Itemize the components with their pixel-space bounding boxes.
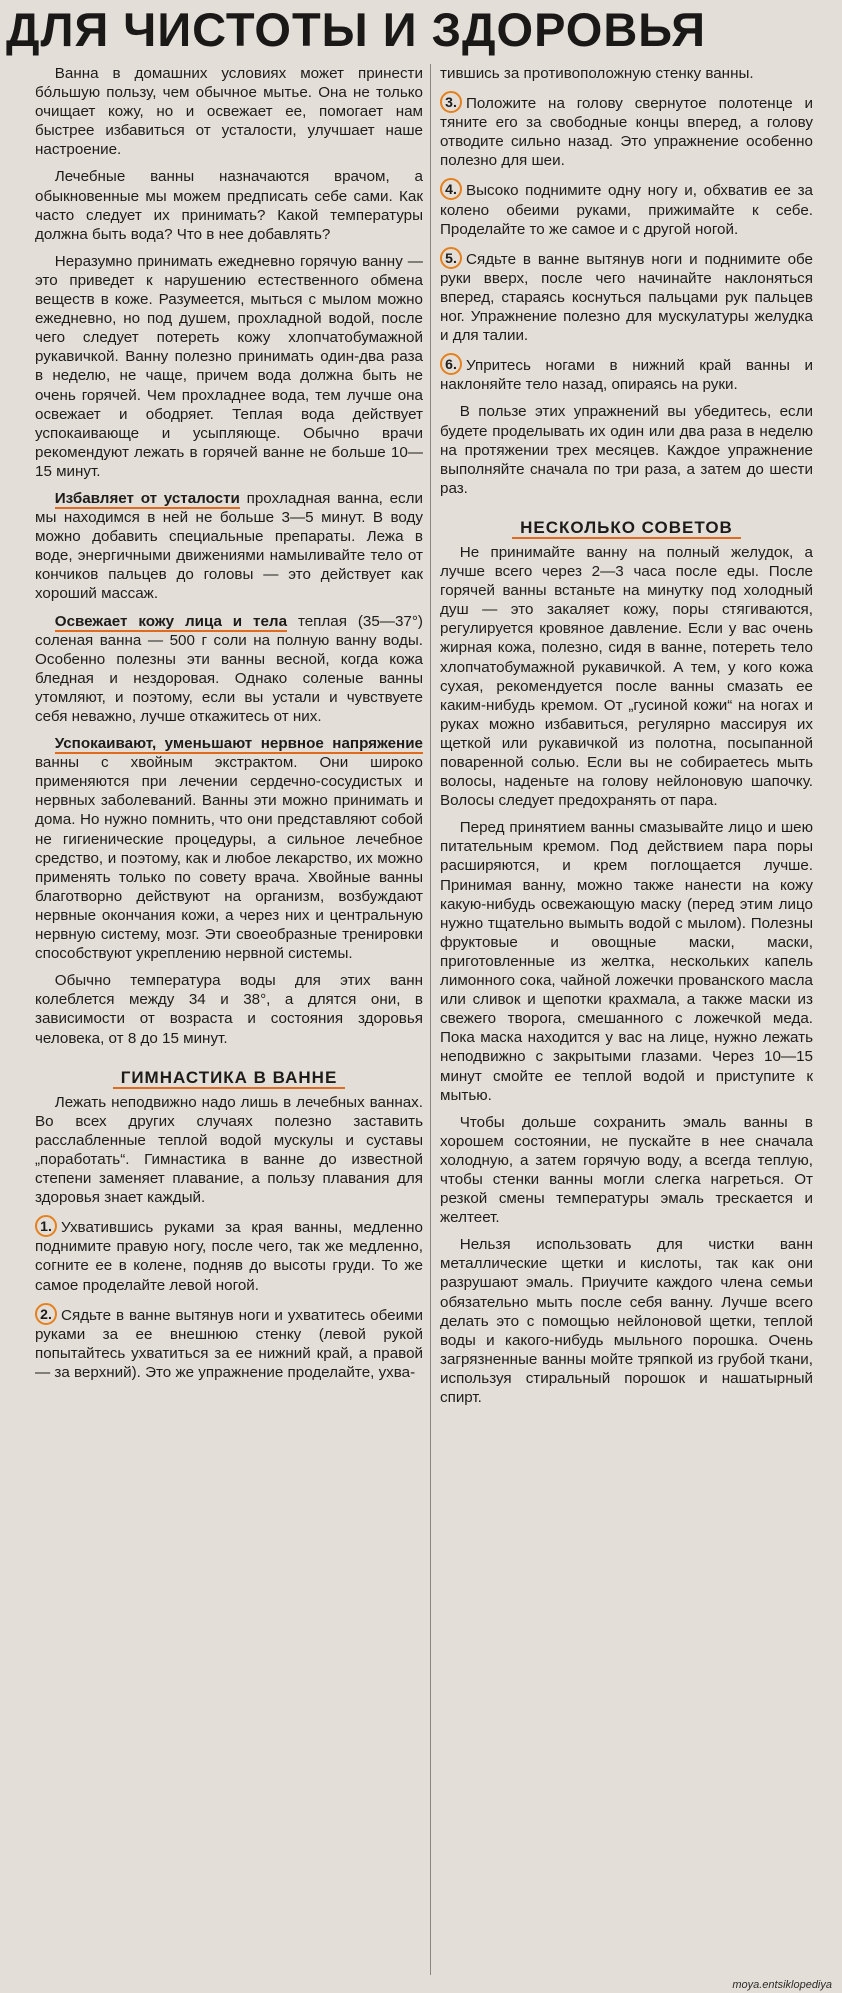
paragraph <box>35 489 423 604</box>
exercise-number-circle: 6. <box>440 353 462 375</box>
paragraph: Лежать неподвижно надо лишь в лечебных ваннах. Во всех других случаях полезно заставить расслабленные теплой водой мускулы и суставы „поработать“. Гимнастика в ванне до известной степени заменяет плавание, а пользу плавания для здоровья знает каждый. <box>35 1093 423 1207</box>
section-heading-gymnastics <box>35 1068 423 1087</box>
exercise-number-circle: 3. <box>440 91 462 113</box>
paragraph: Не принимайте ванну на полный желудок, а лучше всего через 2—3 часа после еды. После горячей ванны встаньте на минутку под холодный душ — это закаляет кожу, поры стягиваются, регулируется кровяное давление. Если у вас очень жирная кожа, полезно, сидя в ванне, потереть тело хлопчатобумажной рукавичкой. А тем, у кого кожа сухая, рекомендуется после ванны смазать ее каким-нибудь кремом. От „гусиной кожи“ на ногах и руках можно избавиться, регулярно массируя их щеткой или рукавичкой из полотна, посыпанной поваренной солью. Если вы не собираетесь мыть волосы, наденьте на голову нейлоновую шапочку. Волосы следует предохранять от пара. <box>440 543 813 810</box>
exercise-text: Сядьте в ванне вытянув ноги и ухватитесь обеими руками за ее внешнюю стенку (левой рукой попытайтесь ухватиться за ее нижний край, а правой — за верхний). Это же упражнение проделайте, ухва- <box>35 1306 423 1381</box>
exercise-text: Положите на голову свернутое полотенце и тяните его за свободные концы вперед, а голову отводите сильно назад. Это упражнение особенно полезно для шеи. <box>440 95 813 170</box>
exercise-item <box>440 178 813 238</box>
paragraph: Нельзя использовать для чистки ванн металлические щетки и кислоты, так как они разрушают эмаль. Приучите каждого члена семьи обязательно мыть после себя ванну. Лучше всего делать это с помощью нейлоновой щетки, теплой воды и какого-нибудь мыльного порошка. Очень загрязненные ванны мойте тряпкой из грубой ткани, используя стиральный порошок и нашатырный спирт. <box>440 1236 813 1406</box>
highlight-fatigue: Избавляет от усталости <box>54 489 240 507</box>
exercise-item <box>440 353 813 394</box>
exercise-number-circle: 1. <box>35 1215 57 1237</box>
exercise-item <box>440 247 813 345</box>
article-title: ДЛЯ ЧИСТОТЫ И ЗДОРОВЬЯ <box>6 3 707 56</box>
exercise-item <box>440 91 813 170</box>
paragraph-text: прохладная ванна, если мы находимся в ней не больше 3—5 минут. В воду можно добавить специальные препараты. Лежа в воде, энергичными движениями намыливайте тело от кончиков пальцев до головы — это действует как хороший массаж. <box>35 489 423 603</box>
right-column <box>440 64 813 1975</box>
source-watermark: moya.entsiklopediya <box>732 1979 832 1991</box>
paragraph: Неразумно принимать ежедневно горячую ванну — это приведет к нарушению естественного обмена веществ в коже. Разумеется, мыться с мылом можно ежедневно, но под душем, прохладной водой, после чего следует потереть кожу хлопчатобумажной рукавичкой. Ванну полезно принимать один-два раза в неделю, не чаще, причем вода должна быть не очень горячей. Чем прохладнее вода, тем лучше она освежает и ободряет. Теплая вода действует успокаивающе и усыпляюще. Обычно врачи рекомендуют лежать в горячей ванне не больше 10—15 минут. <box>35 252 423 480</box>
paragraph: Перед принятием ванны смазывайте лицо и шею питательным кремом. Под действием пара поры расширяются, и крем поглощается лучше. Принимая ванну, можно также нанести на кожу какую-нибудь освежающую маску (перед этим лицо нужно тщательно вымыть водой с мылом). Полезны фруктовые и овощные маски, маски, приготовленные из желтка, нескольких капель лимонного сока, чайной ложечки прованского масла или сливок и щепотки крахмала, а также маски из свежего творога, смешанного с ложечкой меда. Пока маска находится у вас на лице, нужно лежать неподвижно с закрытыми глазами. Через 10—15 минут смойте ее теплой водой и приступите к мытью. <box>440 819 813 1104</box>
paragraph: Чтобы дольше сохранить эмаль ванны в хорошем состоянии, не пускайте в нее сначала холодную, а затем горячую воду, а всегда теплую, чтобы стенки ванны могли слегка нагреться. От резкой смены температуры эмаль трескается и желтеет. <box>440 1113 813 1227</box>
paragraph-text: теплая (35—37°) соленая ванна — 500 г соли на полную ванну воды. Особенно полезны эти ванны весной, когда кожа бледная и нездоровая. Однако соленые ванны утомляют, и поэтому, если вы устали и чувствуете себя неважно, лучше откажитесь от них. <box>35 612 423 725</box>
paragraph <box>35 734 423 963</box>
section-heading-text: ГИМНАСТИКА В ВАННЕ <box>113 1068 346 1089</box>
paragraph <box>35 612 423 727</box>
section-heading-tips <box>440 518 813 537</box>
exercise-number-circle: 2. <box>35 1303 57 1325</box>
section-heading-text: НЕСКОЛЬКО СОВЕТОВ <box>512 518 741 539</box>
exercise-number-circle: 5. <box>440 247 462 269</box>
paragraph-text: ванны с хвойным экстрактом. Они широко применяются при лечении сердечно-сосудистых и нервных заболеваний. Ванны эти можно принимать и дома. Но нужно помнить, что они представляют собой не гигиенические процедуры, а сильное лечебное средство, и поэтому, как и любое лекарство, их можно применять только по совету врача. Хвойные ванны благотворно действуют на организм, возбуждают нервные окончания кожи, а через них и центральную нервную систему, мозг. Эти своеобразные тренировки способствуют укреплению нервной системы. <box>35 754 423 963</box>
paragraph: Лечебные ванны назначаются врачом, а обыкновенные мы можем предписать себе сами. Как часто следует их принимать? Какой температуры должна быть вода? Что в нее добавлять? <box>35 168 423 243</box>
exercise-text: Упритесь ногами в нижний край ванны и наклоняйте тело назад, опираясь на руки. <box>440 357 813 394</box>
paragraph: В пользе этих упражнений вы убедитесь, если будете проделывать их один или два раза в неделю на протяжении трех месяцев. Каждое упражнение выполняйте сначала по три раза, а затем до шести раз. <box>440 403 813 497</box>
paragraph: тившись за противоположную стенку ванны. <box>440 65 754 82</box>
exercise-item <box>35 1215 423 1294</box>
column-divider <box>430 64 431 1975</box>
exercise-item <box>35 1303 423 1382</box>
exercise-text: Сядьте в ванне вытянув ноги и поднимите обе руки вверх, после чего начинайте наклоняться вперед, стараясь коснуться пальцами рук пальцев ног. Упражнение полезно для мускулатуры желудка и для талии. <box>440 250 813 345</box>
exercise-text: Ухватившись руками за края ванны, медленно поднимите правую ногу, после чего, так же медленно, согните ее в колене, подняв до высоты груди. То же самое проделайте левой ногой. <box>35 1219 423 1294</box>
exercise-text: Высоко поднимите одну ногу и, обхватив ее за колено обеими руками, прижимайте к себе. Проделайте то же самое и с другой ногой. <box>440 182 813 238</box>
exercise-number-circle: 4. <box>440 178 462 200</box>
paragraph: Ванна в домашних условиях может принести бóльшую пользу, чем обычное мытье. Она не только очищает кожу, но и освежает ее, помогает нам быстрее избавиться от усталости, улучшает наше настроение. <box>35 65 423 159</box>
highlight-calm: Успокаивают, уменьшают нервное напряжение <box>54 735 423 753</box>
paragraph: Обычно температура воды для этих ванн колеблется между 34 и 38°, а длятся они, в зависимости от возраста и состояния здоровья человека, от 8 до 15 минут. <box>35 972 423 1047</box>
left-column <box>35 64 423 1975</box>
highlight-skin: Освежает кожу лица и тела <box>54 612 288 630</box>
